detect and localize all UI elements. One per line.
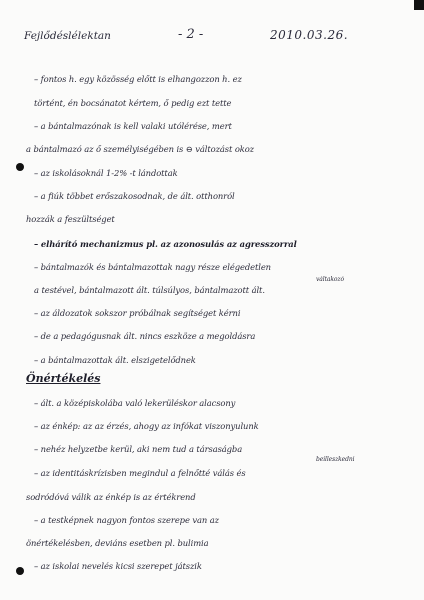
note-line: hozzák a feszültséget: [26, 214, 115, 224]
note-line: – ált. a középiskolába való lekerüléskor alacsony: [34, 398, 236, 408]
note-line: – elhárító mechanizmus pl. az azonosulás az agresszorral: [34, 239, 297, 249]
note-line: – a testképnek nagyon fontos szerepe van az: [34, 515, 219, 525]
note-line: – az énkép: az az érzés, ahogy az infókat viszonyulunk: [34, 421, 259, 431]
note-line: – fontos h. egy közösség előtt is elhangozzon h. ez: [34, 74, 242, 84]
page-date: 2010.03.26.: [270, 28, 349, 42]
punch-hole-top: [16, 163, 24, 171]
note-line: sodródóvá válik az énkép is az értékrend: [26, 492, 196, 502]
note-line: – de a pedagógusnak ált. nincs eszköze a megoldásra: [34, 331, 256, 341]
note-line: – nehéz helyzetbe kerül, aki nem tud a társaságba: [34, 444, 243, 454]
note-line: – a bántalmazónak is kell valaki utólérése, mert: [34, 121, 232, 131]
section-title: Önértékelés: [26, 372, 101, 385]
note-line: a testével, bántalmazott ált. túlsúlyos, bántalmazott ált.: [34, 285, 265, 295]
page-corner-mark: [414, 0, 424, 10]
page-number: - 2 -: [178, 27, 204, 42]
note-line: – az iskolai nevelés kicsi szerepet játszik: [34, 561, 202, 571]
note-line: – az áldozatok sokszor próbálnak segítséget kérni: [34, 308, 241, 318]
note-line: – bántalmazók és bántalmazottak nagy része elégedetlen: [34, 262, 271, 272]
margin-annotation: beilleszkedni: [316, 456, 355, 463]
note-line: – az identitáskrízisben megindul a felnőtté válás és: [34, 468, 246, 478]
note-line: történt, én bocsánatot kértem, ő pedig ezt tette: [34, 98, 232, 108]
note-line: önértékelésben, deviáns esetben pl. bulimia: [26, 538, 209, 548]
note-line: – a bántalmazottak ált. elszigetelődnek: [34, 355, 196, 365]
punch-hole-bottom: [16, 567, 24, 575]
note-line: a bántalmazó az ő személyiségében is ⊖ változást okoz: [26, 144, 254, 154]
note-line: – az iskolásoknál 1-2% -t lándottak: [34, 168, 178, 178]
page-subject: Fejlődéslélektan: [24, 30, 111, 42]
margin-annotation: váltakozó: [316, 276, 344, 283]
note-line: – a fiúk többet erőszakosodnak, de ált. otthonról: [34, 191, 235, 201]
